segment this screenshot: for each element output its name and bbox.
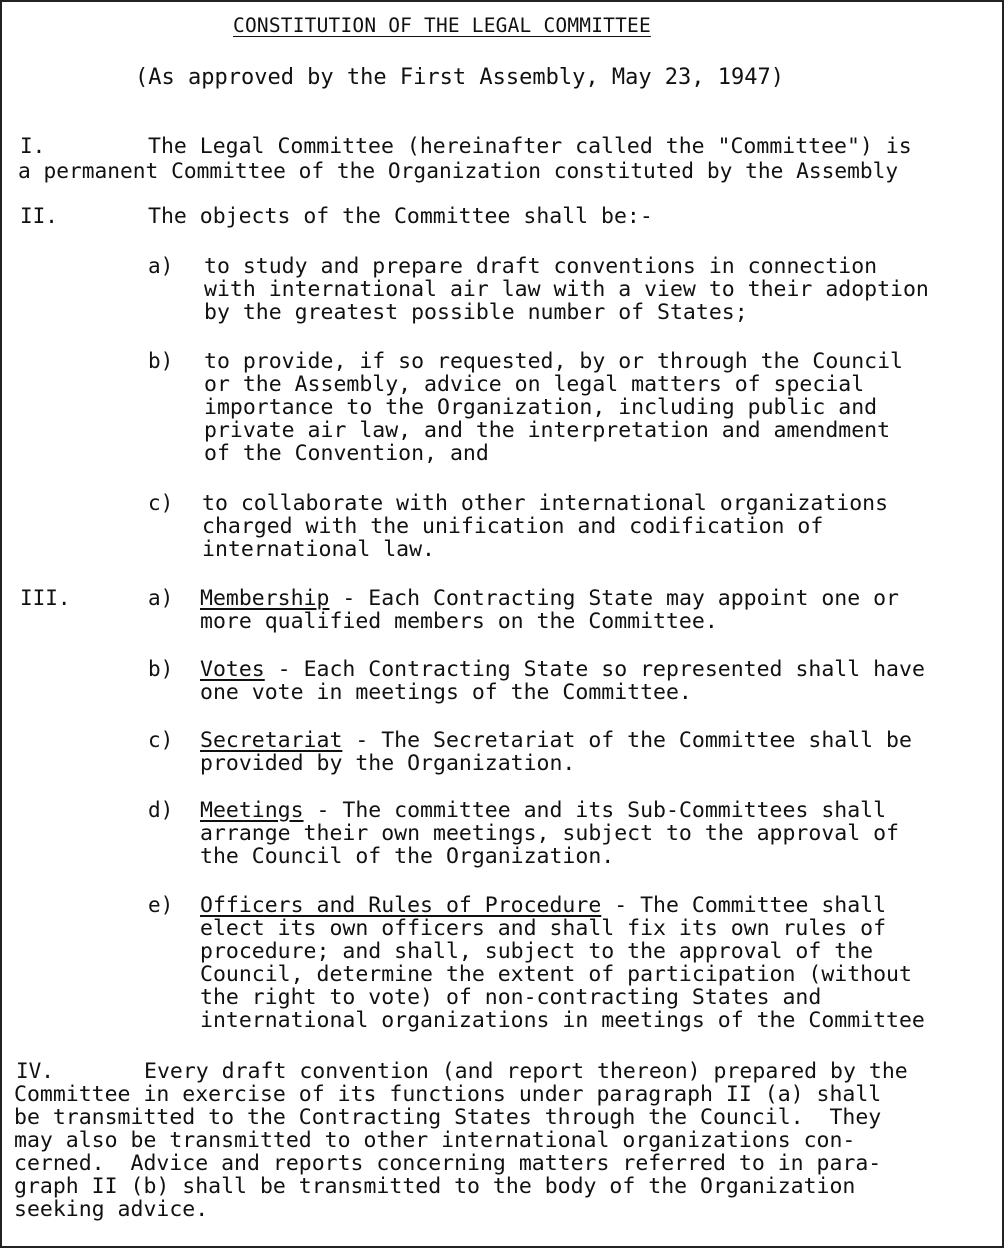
item-iii-e-line: international organizations in meetings of the Committee — [200, 1008, 925, 1033]
section-ii-intro: The objects of the Committee shall be:- — [148, 204, 653, 229]
item-label-iii-c: c) — [148, 728, 174, 752]
item-iii-e-line: procedure; and shall, subject to the approval of the — [200, 939, 874, 964]
item-ii-a-line: with international air law with a view to their adoption — [204, 277, 929, 302]
item-iii-e-line: the right to vote) of non-contracting States and — [200, 985, 822, 1010]
document-subtitle: (As approved by the First Assembly, May 23, 1947) — [135, 65, 785, 90]
item-iii-c-first-line — [200, 729, 912, 752]
item-ii-a-line: by the greatest possible number of States; — [204, 300, 748, 325]
membership-heading: Membership — [200, 586, 330, 611]
item-iii-d — [200, 799, 899, 868]
section-label-iv: IV. — [16, 1059, 54, 1083]
item-label-ii-b: b) — [148, 349, 174, 373]
item-iii-a-first-line — [200, 587, 899, 610]
section-iv-line: seeking advice. — [14, 1197, 209, 1222]
item-iii-e-first-rest: - The Committee shall — [601, 893, 887, 918]
section-i-line-1: The Legal Committee (hereinafter called the "Committee") is — [148, 134, 912, 159]
item-iii-d-line: the Council of the Organization. — [200, 844, 615, 869]
item-label-iii-e: e) — [148, 893, 174, 917]
votes-heading: Votes — [200, 657, 265, 682]
item-ii-c-line: charged with the unification and codification of — [202, 514, 824, 539]
item-iii-b — [200, 658, 925, 704]
section-label-iii: III. — [20, 586, 71, 610]
secretariat-heading: Secretariat — [200, 728, 343, 753]
item-ii-b-line: of the Convention, and — [204, 441, 489, 466]
item-iii-d-first-rest: - The committee and its Sub-Committees shall — [303, 798, 887, 823]
item-label-iii-d: d) — [148, 798, 174, 822]
item-iii-d-line: arrange their own meetings, subject to the approval of — [200, 821, 899, 846]
item-ii-b-line: to provide, if so requested, by or through the Council — [204, 349, 903, 374]
item-label-ii-c: c) — [148, 491, 174, 515]
item-iii-c — [200, 729, 912, 775]
item-label-iii-b: b) — [148, 657, 174, 681]
item-iii-e-first-line — [200, 894, 925, 917]
item-iii-b-first-rest: - Each Contracting State so represented shall have — [264, 657, 925, 682]
section-iv-line: graph II (b) shall be transmitted to the body of the Organization — [14, 1174, 856, 1199]
item-ii-b — [204, 350, 903, 465]
item-iii-c-line: provided by the Organization. — [200, 751, 576, 776]
item-iii-e — [200, 894, 925, 1032]
section-iv-line: cerned. Advice and reports concerning matters referred to in para- — [14, 1151, 882, 1176]
officers-heading: Officers and Rules of Procedure — [200, 893, 602, 918]
item-iii-a-line: more qualified members on the Committee. — [200, 609, 718, 634]
section-i-line-2: a permanent Committee of the Organization constituted by the Assembly — [18, 158, 899, 183]
section-label-i: I. — [20, 134, 46, 158]
section-iv-line: be transmitted to the Contracting States through the Council. They — [14, 1105, 882, 1130]
item-ii-b-line: private air law, and the interpretation and amendment — [204, 418, 891, 443]
item-ii-c — [202, 492, 888, 561]
item-ii-a — [204, 255, 929, 324]
item-iii-b-line: one vote in meetings of the Committee. — [200, 680, 692, 705]
item-iii-b-first-line — [200, 658, 925, 681]
item-iii-c-first-rest: - The Secretariat of the Committee shall be — [342, 728, 912, 753]
meetings-heading: Meetings — [200, 798, 304, 823]
item-label-ii-a: a) — [148, 254, 174, 278]
item-ii-a-line: to study and prepare draft conventions in connection — [204, 254, 878, 279]
section-iv-line: Committee in exercise of its functions under paragraph II (a) shall — [14, 1082, 882, 1107]
section-iv-first-line: Every draft convention (and report thereon) prepared by the — [144, 1059, 908, 1084]
item-label-iii-a: a) — [148, 586, 174, 610]
section-label-ii: II. — [20, 204, 58, 228]
item-ii-b-line: importance to the Organization, including public and — [204, 395, 878, 420]
section-iv-line: may also be transmitted to other international organizations con- — [14, 1128, 856, 1153]
item-ii-c-line: international law. — [202, 537, 435, 562]
item-iii-e-line: elect its own officers and shall fix its own rules of — [200, 916, 887, 941]
item-iii-e-line: Council, determine the extent of participation (without — [200, 962, 912, 987]
item-ii-c-line: to collaborate with other international organizations — [202, 491, 889, 516]
item-iii-a — [200, 587, 899, 633]
document-title: CONSTITUTION OF THE LEGAL COMMITTEE — [233, 14, 651, 37]
item-iii-a-first-rest: - Each Contracting State may appoint one or — [329, 586, 899, 611]
item-ii-b-line: or the Assembly, advice on legal matters of special — [204, 372, 865, 397]
section-iv-body — [14, 1083, 881, 1221]
item-iii-d-first-line — [200, 799, 899, 822]
